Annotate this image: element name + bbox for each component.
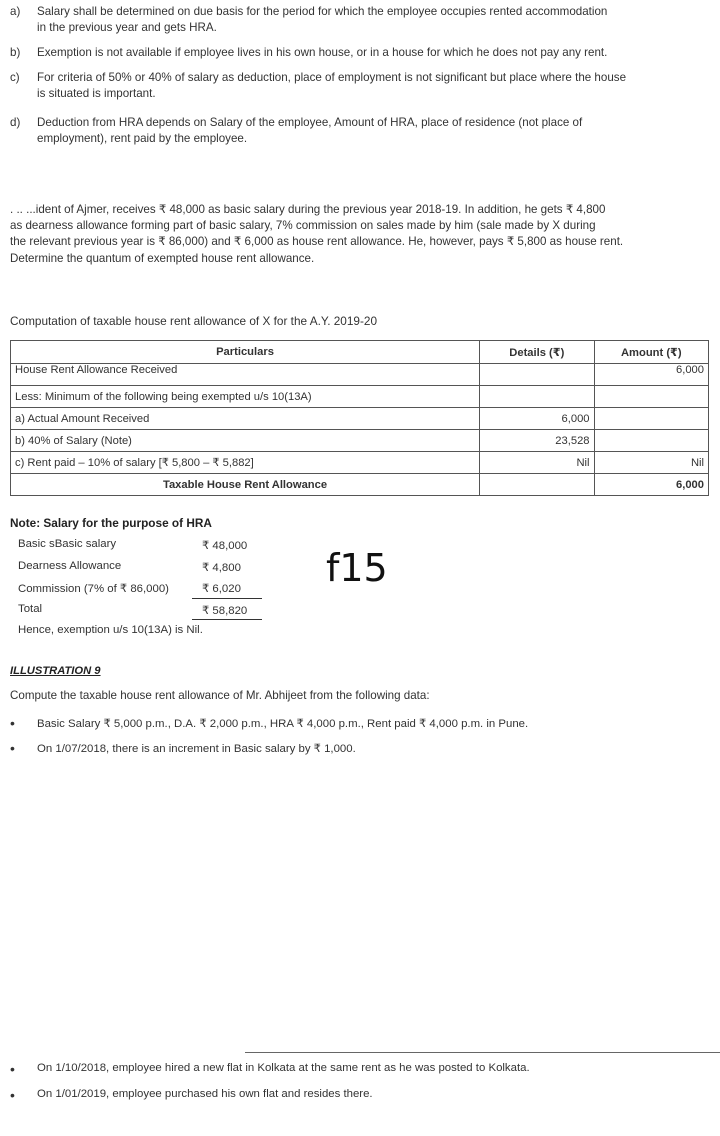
table-total-row [11, 474, 709, 496]
bullet-text: On 1/01/2019, employee purchased his own flat and resides there. [37, 1088, 373, 1100]
note-value: ₹ 58,820 [202, 605, 248, 617]
table-row [11, 408, 709, 430]
total-underline [192, 619, 262, 620]
bullet-text: Basic Salary ₹ 5,000 p.m., D.A. ₹ 2,000 p.m., HRA ₹ 4,000 p.m., Rent paid ₹ 4,000 p.m. in Pune. [37, 718, 529, 730]
total-amount: 6,000 [594, 474, 708, 496]
total-details [480, 474, 594, 496]
note-label: Total [18, 603, 43, 615]
section-divider [245, 1052, 720, 1053]
row-particular: a) Actual Amount Received [11, 408, 480, 430]
table-row [11, 364, 709, 386]
list-text-line: For criteria of 50% or 40% of salary as deduction, place of employment is not significant but place where the house [37, 71, 627, 84]
bullet-icon: • [10, 740, 15, 756]
row-particular: b) 40% of Salary (Note) [11, 430, 480, 452]
table-header-row [11, 341, 709, 364]
illustration-title: ILLUSTRATION 9 [10, 665, 101, 677]
list-text-line: is situated is important. [37, 86, 156, 100]
row-particular: House Rent Allowance Received [11, 364, 480, 386]
note-label: Dearness Allowance [18, 560, 122, 572]
table-row [11, 452, 709, 474]
note-label: Commission (7% of ₹ 86,000) [18, 583, 169, 595]
row-particular: c) Rent paid – 10% of salary [₹ 5,800 – ₹ 5,882] [11, 452, 480, 474]
header-details: Details (₹) [480, 341, 594, 364]
row-particular: Less: Minimum of the following being exempted u/s 10(13A) [11, 386, 480, 408]
page-marker-watermark: f15 [326, 546, 388, 590]
header-particulars: Particulars [11, 341, 480, 364]
row-details: Nil [480, 452, 594, 474]
problem-line: the relevant previous year is ₹ 86,000) and ₹ 6,000 as house rent allowance. He, however, pays ₹ 5,800 as house rent. [10, 235, 624, 249]
list-text-line: in the previous year and gets HRA. [37, 20, 217, 34]
bullet-icon: • [10, 1061, 15, 1077]
problem-statement [10, 202, 710, 267]
row-details: 23,528 [480, 430, 594, 452]
note-value: ₹ 6,020 [202, 583, 241, 595]
bullet-text: On 1/10/2018, employee hired a new flat in Kolkata at the same rent as he was posted to Kolkata. [37, 1062, 530, 1074]
table-row [11, 430, 709, 452]
total-label: Taxable House Rent Allowance [11, 474, 480, 496]
row-details [480, 386, 594, 408]
row-amount [594, 386, 708, 408]
illustration-intro: Compute the taxable house rent allowance of Mr. Abhijeet from the following data: [10, 689, 430, 702]
row-details [480, 364, 594, 386]
list-text-line: Salary shall be determined on due basis for the period for which the employee occupies rented accommodation [37, 5, 608, 18]
note-value: ₹ 48,000 [202, 540, 248, 552]
row-amount: 6,000 [594, 364, 708, 386]
note-conclusion: Hence, exemption u/s 10(13A) is Nil. [18, 624, 203, 636]
table-caption: Computation of taxable house rent allowance of X for the A.Y. 2019-20 [10, 314, 378, 328]
row-details: 6,000 [480, 408, 594, 430]
row-amount [594, 430, 708, 452]
row-amount [594, 408, 708, 430]
problem-line: . .. ...ident of Ajmer, receives ₹ 48,000 as basic salary during the previous year 2018-19. In addition, he gets ₹ 4,800 [10, 203, 606, 216]
hra-computation-table [10, 340, 709, 496]
table-row [11, 386, 709, 408]
header-amount: Amount (₹) [594, 341, 708, 364]
list-text-line: Exemption is not available if employee lives in his own house, or in a house for which he does not pay any rent. [37, 46, 608, 59]
note-value: ₹ 4,800 [202, 562, 241, 574]
bullet-text: On 1/07/2018, there is an increment in Basic salary by ₹ 1,000. [37, 743, 356, 755]
list-marker: d) [10, 116, 21, 129]
total-underline [192, 598, 262, 599]
list-text-line: employment), rent paid by the employee. [37, 131, 248, 145]
bullet-icon: • [10, 1087, 15, 1103]
problem-line: Determine the quantum of exempted house rent allowance. [10, 251, 315, 265]
list-marker: a) [10, 5, 21, 18]
bullet-icon: • [10, 715, 15, 731]
note-title: Note: Salary for the purpose of HRA [10, 516, 212, 530]
problem-line: as dearness allowance forming part of basic salary, 7% commission on sales made by him (sale made by X during [10, 219, 596, 233]
list-marker: b) [10, 46, 21, 59]
list-text-line: Deduction from HRA depends on Salary of the employee, Amount of HRA, place of residence (not place of [37, 116, 583, 129]
list-marker: c) [10, 71, 20, 84]
row-amount: Nil [594, 452, 708, 474]
note-label: Basic sBasic salary [18, 538, 117, 550]
